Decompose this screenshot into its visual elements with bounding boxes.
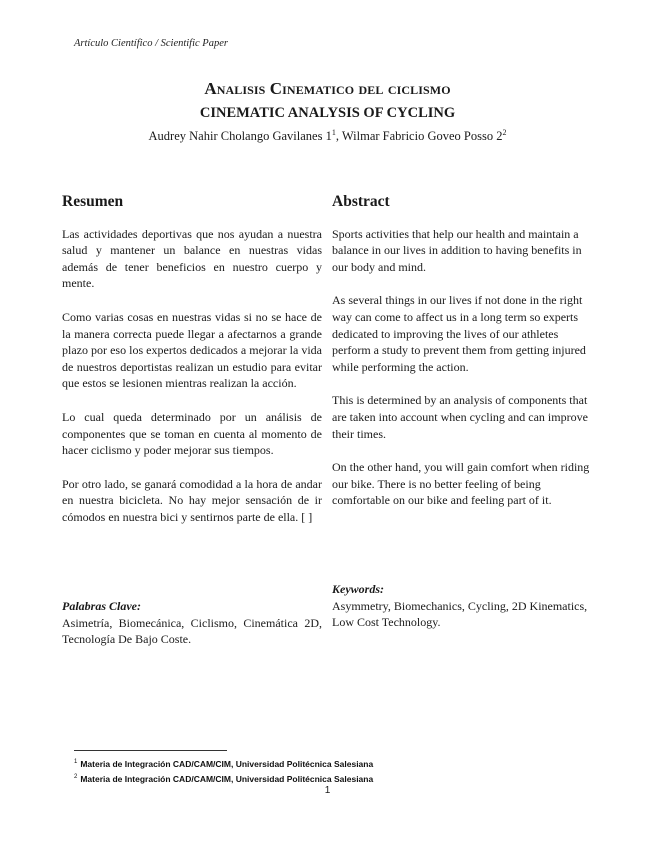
footnotes (74, 756, 373, 786)
footnote-item (74, 771, 373, 786)
resumen-heading: Resumen (62, 193, 124, 210)
keywords-english-text: Asymmetry, Biomechanics, Cycling, 2D Kinematics, Low Cost Technology. (332, 598, 588, 630)
author-1: Audrey Nahir Cholango Gavilanes 1 (148, 129, 332, 144)
resumen-paragraph: Por otro lado, se ganará comodidad a la hora de andar en nuestra bicicleta. No hay mejor sensación de ir cómodos en nuestra bici y sentirnos parte de ella. [ ] (62, 476, 322, 524)
author-line (0, 128, 655, 144)
title-english: CINEMATIC ANALYSIS OF CYCLING (199, 105, 456, 121)
abstract-paragraph: This is determined by an analysis of components that are taken into account when cycling and can improve their times. (332, 393, 588, 441)
abstract-paragraph: On the other hand, you will gain comfort when riding our bike. There is no better feeling of being comfortable on our bike and feeling part of it. (332, 460, 590, 508)
abstract-section (332, 194, 592, 526)
footnote-text: Materia de Integración CAD/CAM/CIM, Universidad Politécnica Salesiana (80, 773, 374, 784)
abstract-paragraph: Sports activities that help our health and maintain a balance in our lives in addition to having benefits in our body and mind. (332, 226, 582, 274)
footnote-item (74, 756, 373, 771)
author-1-affiliation-mark: 1 (331, 128, 336, 137)
footnote-mark: 2 (74, 773, 78, 780)
keywords-english-label: Keywords: (332, 582, 384, 596)
author-separator: , (335, 129, 342, 144)
keywords-english (332, 581, 612, 631)
resumen-paragraph: Lo cual queda determinado por un análisis de componentes que se toman en cuenta al momento de hacer ciclismo y poder mejorar sus tiempos. (62, 409, 322, 458)
keywords-spanish-label: Palabras Clave: (62, 599, 141, 613)
resumen-section (62, 194, 322, 543)
page-number: 1 (324, 785, 331, 796)
resumen-paragraph: Como varias cosas en nuestras vidas si no se hace de la manera correcta puede llegar a afectarnos a grande plazo por eso los expertos dedicados a mejorar la vida de nuestros deportistas realizan un estudio para evitar que estos se lesionen mientras realizan la acción. (62, 309, 322, 391)
running-header: Artículo Científico / Scientific Paper (74, 38, 228, 49)
abstract-paragraph: As several things in our lives if not done in the right way can come to affect us in a long term so experts dedicated to improving the lives of our athletes perform a study to prevent them from getting injured while performing the action. (332, 293, 586, 374)
author-2: Wilmar Fabricio Goveo Posso 2 (341, 129, 503, 144)
resumen-paragraph: Las actividades deportivas que nos ayudan a nuestra salud y mantener un balance en nuestras vidas además de tener beneficios en nuestro cuerpo y mente. (62, 226, 322, 291)
keywords-spanish-text: Asimetría, Biomecánica, Ciclismo, Cinemática 2D, Tecnología De Bajo Coste. (62, 615, 322, 647)
footnote-divider (74, 750, 227, 751)
footnote-mark: 1 (74, 759, 78, 765)
keywords-spanish (62, 598, 322, 648)
footnote-text: Materia de Integración CAD/CAM/CIM, Universidad Politécnica Salesiana (80, 758, 374, 769)
title-spanish: Analisis Cinematico del ciclismo (204, 79, 451, 98)
abstract-heading: Abstract (332, 193, 390, 210)
author-2-affiliation-mark: 2 (502, 128, 507, 137)
